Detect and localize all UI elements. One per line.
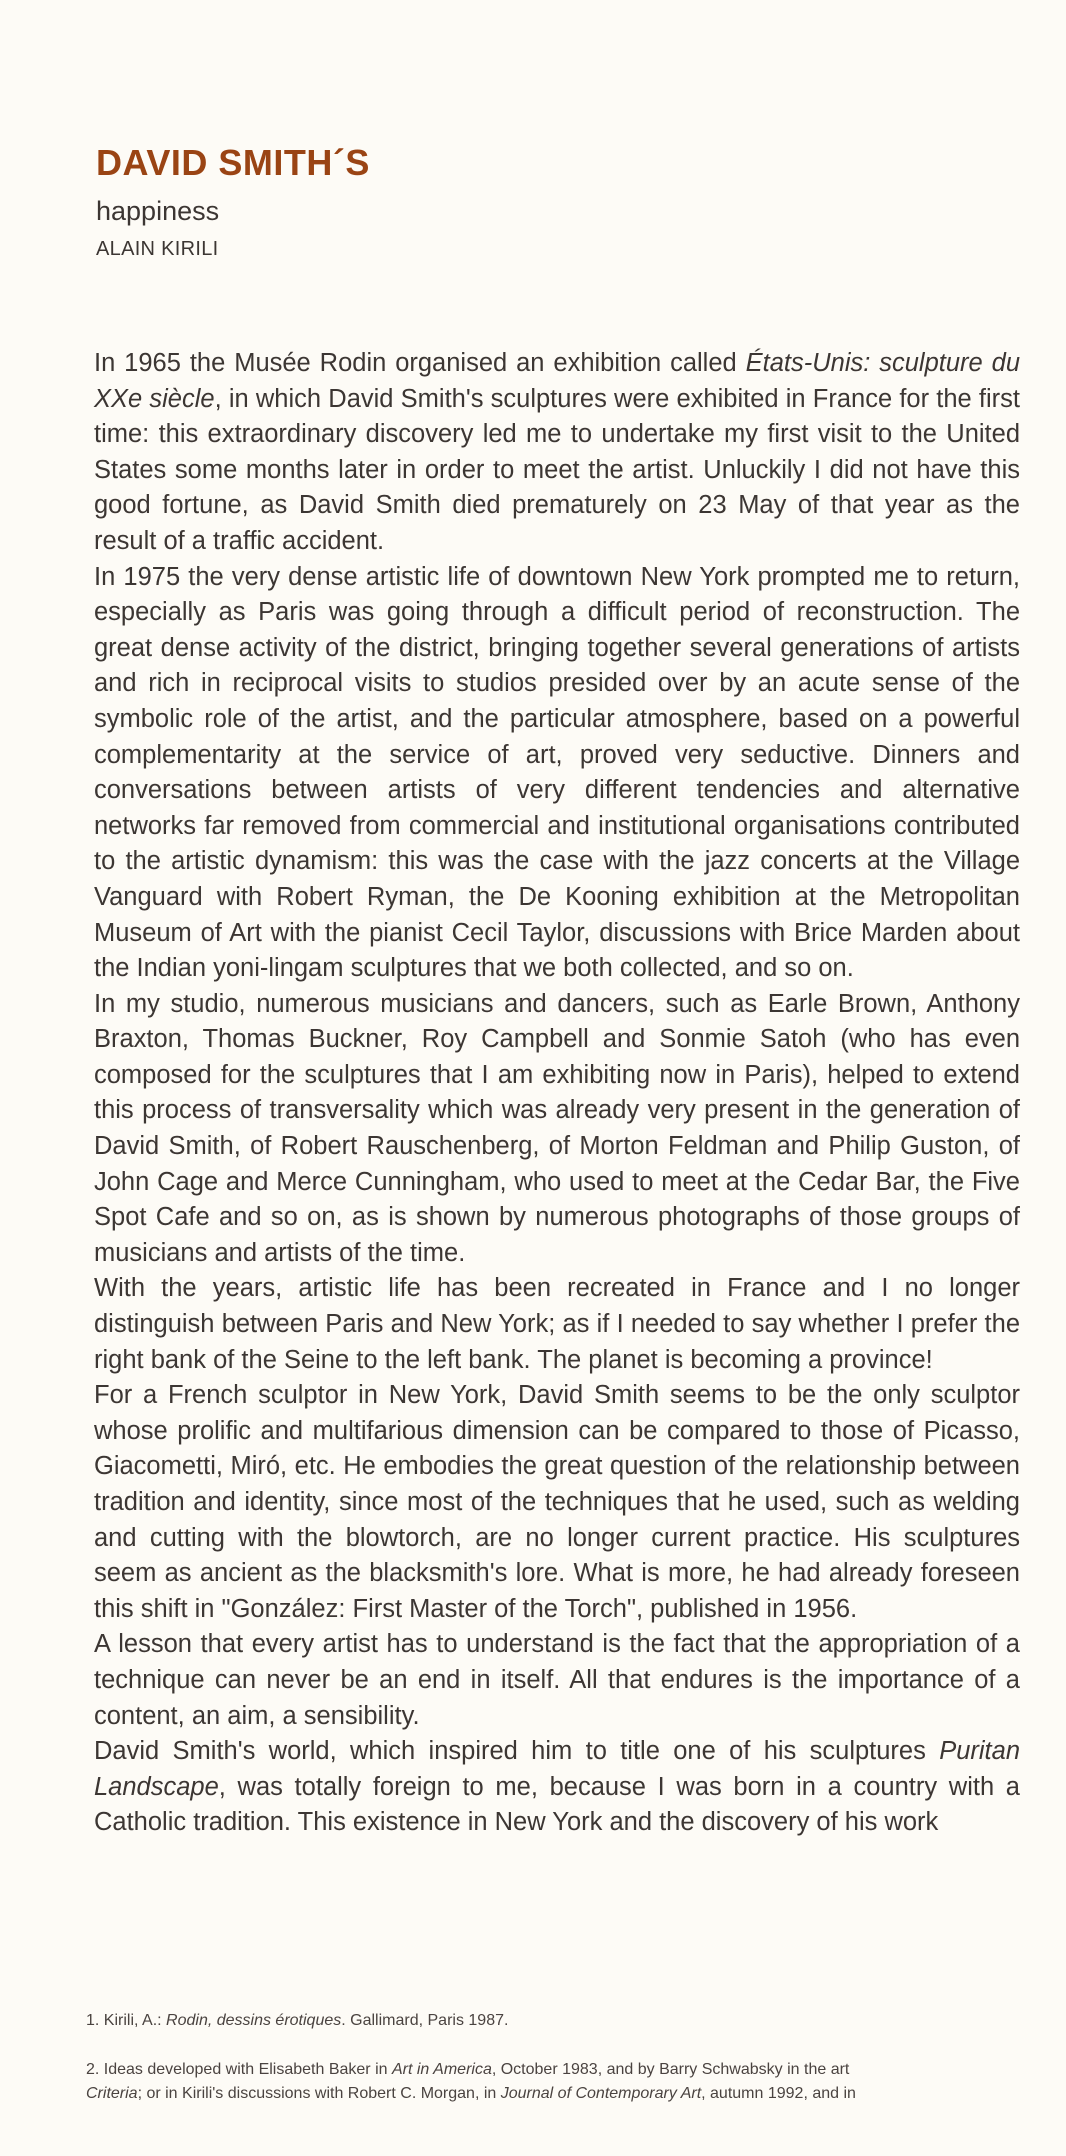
body-paragraph-5: For a French sculptor in New York, David Smith seems to be the only sculptor whose prolific and multifarious dimension can be compared to those of Picasso, Giacometti, Miró, etc. He embodies the great question of the relationship between tradition and identity, since most of the techniques that he used, such as welding and cutting with the blowtorch, are no longer current practice. His sculptures seem as ancient as the blacksmith's lore. What is more, he had already foreseen this shift in "González: First Master of the Torch", published in 1956. (94, 1381, 1020, 1623)
exhibition-title: États-Unis: sculpture du XXe siècle (94, 349, 1020, 413)
body-paragraph-3: In my studio, numerous musicians and dancers, such as Earle Brown, Anthony Braxton, Thomas Buckner, Roy Campbell and Sonmie Satoh (who has even composed for the sculptures that I am exhibiting now in Paris), helped to extend this process of transversality which was already very present in the generation of David Smith, of Robert Rauschenberg, of Morton Feldman and Philip Guston, of John Cage and Merce Cunningham, who used to meet at the Cedar Bar, the Five Spot Cafe and so on, as is shown by numerous photographs of those groups of musicians and artists of the time. (94, 989, 1020, 1267)
body-paragraph-6: A lesson that every artist has to understand is the fact that the appropriation of a technique can never be an end in itself. All that endures is the importance of a content, an aim, a sensibility. (94, 1630, 1020, 1730)
body-paragraph-2: In 1975 the very dense artistic life of downtown New York prompted me to return, especially as Paris was going through a difficult period of reconstruction. The great dense activity of the district, bringing together several generations of artists and rich in reciprocal visits to studios presided over by an acute sense of the symbolic role of the artist, and the particular atmosphere, based on a powerful complementarity at the service of art, proved very seductive. Dinners and conversations between artists of very different tendencies and alternative networks far removed from commercial and institutional organisations contributed to the artistic dynamism: this was the case with the jazz concerts at the Village Vanguard with Robert Ryman, the De Kooning exhibition at the Metropolitan Museum of Art with the pianist Cecil Taylor, discussions with Brice Marden about the Indian yoni-lingam sculptures that we both collected, and so on. (94, 562, 1020, 983)
article-body (94, 346, 1020, 1841)
footnote-2-line-2: Criteria; or in Kirili's discussions with Robert C. Morgan, in Journal of Contemporary Art, autumn 1992, and in (86, 2085, 856, 2102)
body-paragraph-1: In 1965 the Musée Rodin organised an exhibition called États-Unis: sculpture du XXe siècle, in which David Smith's sculptures were exhibited in France for the first time: this extraordinary discovery led me to undertake my first visit to the United States some months later in order to meet the artist. Unluckily I did not have this good fortune, as David Smith died prematurely on 23 May of that year as the result of a traffic accident. (94, 349, 1021, 555)
footnote-2 (86, 2058, 1066, 2106)
footnote-1: 1. Kirili, A.: Rodin, dessins érotiques. Gallimard, Paris 1987. (86, 2012, 509, 2029)
article-subtitle: happiness (96, 196, 220, 226)
body-paragraph-7: David Smith's world, which inspired him to title one of his sculptures Puritan Landscape, was totally foreign to me, because I was born in a country with a Catholic tradition. This existence in New York and the discovery of his work (94, 1737, 1020, 1837)
article-author: ALAIN KIRILI (96, 238, 219, 260)
footnote-2-line-1: 2. Ideas developed with Elisabeth Baker in Art in America, October 1983, and by Barry Schwabsky in the art (86, 2061, 850, 2078)
sculpture-title: Puritan Landscape (94, 1737, 1020, 1801)
article-title: DAVID SMITH´S (96, 142, 370, 183)
body-paragraph-4: With the years, artistic life has been recreated in France and I no longer distinguish between Paris and New York; as if I needed to say whether I prefer the right bank of the Seine to the left bank. The planet is becoming a province! (94, 1274, 1020, 1374)
